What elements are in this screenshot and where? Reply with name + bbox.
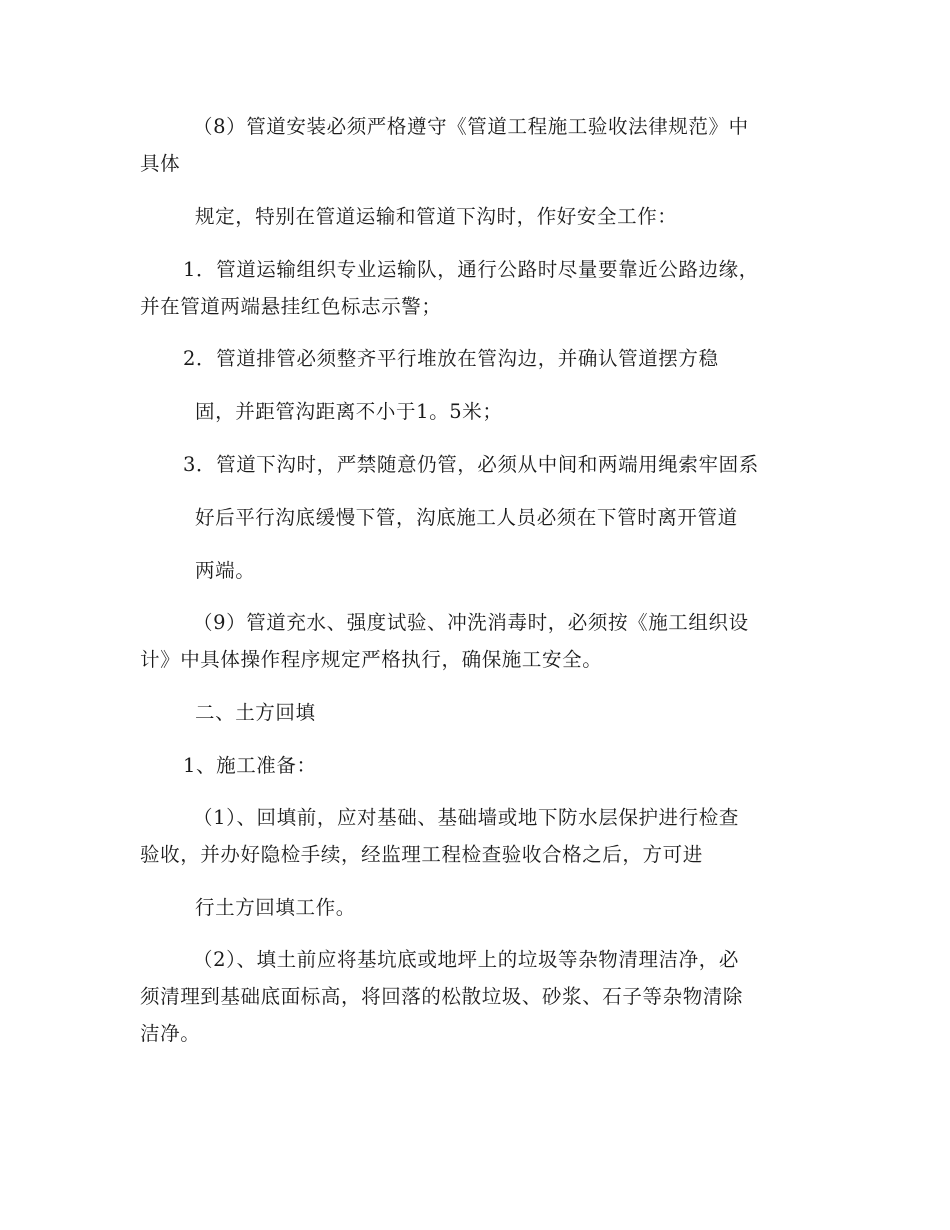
- paragraph-8-line-2: 具体: [140, 152, 181, 175]
- paragraph-2-line-2: 须清理到基础底面标高，将回落的松散垃圾、砂浆、石子等杂物清除: [140, 985, 744, 1008]
- item-3-line-1: 3．管道下沟时，严禁随意仍管，必须从中间和两端用绳索牢固系: [183, 453, 759, 476]
- paragraph-1-line-3: 行土方回填工作。: [195, 896, 356, 919]
- subheading-preparation: 1、施工准备：: [183, 754, 317, 777]
- paragraph-2-line-3: 洁净。: [140, 1022, 201, 1045]
- item-2-line-1: 2．管道排管必须整齐平行堆放在管沟边，并确认管道摆方稳: [183, 347, 719, 370]
- paragraph-9-line-2: 计》中具体操作程序规定严格执行，确保施工安全。: [140, 648, 603, 671]
- item-3-line-2: 好后平行沟底缓慢下管，沟底施工人员必须在下管时离开管道: [195, 506, 738, 529]
- paragraph-8-line-3: 规定，特别在管道运输和管道下沟时，作好安全工作：: [195, 205, 678, 228]
- paragraph-1-line-1: （1）、回填前，应对基础、基础墙或地下防水层保护进行检查: [193, 806, 739, 829]
- paragraph-8-line-1: （8）管道安装必须严格遵守《管道工程施工验收法律规范》中: [193, 115, 749, 138]
- paragraph-2-line-1: （2）、填土前应将基坑底或地坪上的垃圾等杂物清理洁净，必: [193, 948, 739, 971]
- item-1-line-1: 1．管道运输组织专业运输队，通行公路时尽量要靠近公路边缘，: [183, 258, 759, 281]
- section-heading-backfill: 二、土方回填: [195, 701, 316, 724]
- item-1-line-2: 并在管道两端悬挂红色标志示警；: [140, 295, 442, 318]
- item-2-line-2: 固，并距管沟距离不小于1。5米；: [195, 400, 503, 423]
- paragraph-1-line-2: 验收，并办好隐检手续，经监理工程检查验收合格之后，方可进: [140, 843, 703, 866]
- item-3-line-3: 两端。: [195, 559, 256, 582]
- paragraph-9-line-1: （9）管道充水、强度试验、冲洗消毒时，必须按《施工组织设: [193, 611, 749, 634]
